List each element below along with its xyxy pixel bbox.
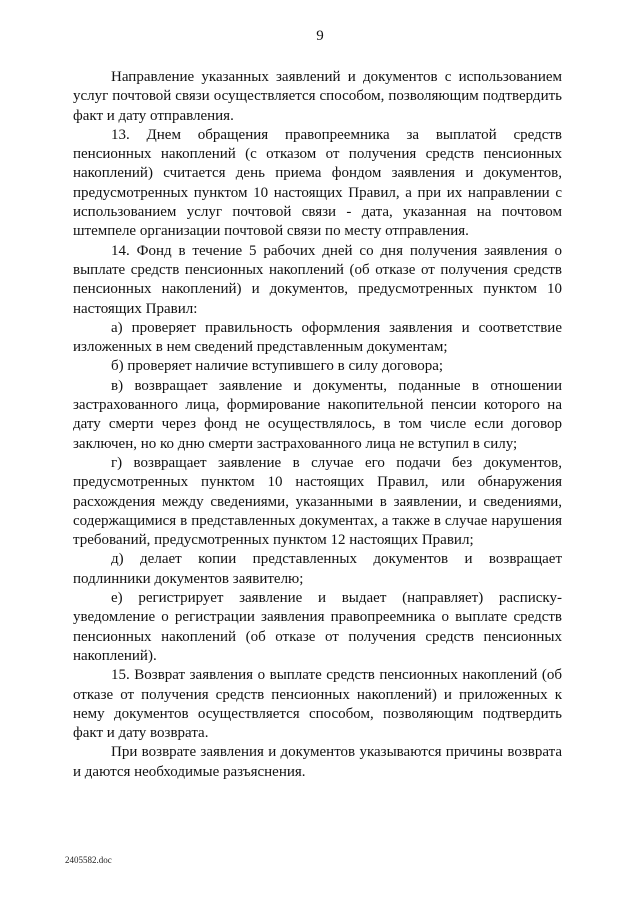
file-name-footer: 2405582.doc	[65, 855, 112, 865]
document-body	[73, 68, 562, 782]
paragraph-14-b: б) проверяет наличие вступившего в силу договора;	[111, 358, 444, 375]
paragraph-14-v: в) возвращает заявление и документы, поданные в отношении застрахованного лица, формирование накопительной пенсии которого на дату смерти через фонд не осуществлялось, в том числе если договор заключен, но ко дню смерти застрахованного лица не вступил в силу;	[73, 377, 562, 452]
paragraph-14-a: а) проверяет правильность оформления заявления и соответствие изложенных в нем сведений представленным документам;	[73, 319, 562, 356]
page-number: 9	[316, 28, 324, 44]
paragraph-14-g: г) возвращает заявление в случае его подачи без документов, предусмотренных пунктом 10 настоящих Правил, или обнаружения расхождения между сведениями, указанными в заявлении, и сведениями, содержащимися в представленных документах, а также в случае нарушения требований, предусмотренных пунктом 12 настоящих Правил;	[73, 454, 562, 549]
paragraph-return-reasons: При возврате заявления и документов указываются причины возврата и даются необходимые разъяснения.	[73, 744, 562, 780]
paragraph-14-d: д) делает копии представленных документов и возвращает подлинники документов заявителю;	[73, 551, 562, 587]
paragraph-14: 14. Фонд в течение 5 рабочих дней со дня получения заявления о выплате средств пенсионных накоплений (об отказе от получения средств пенсионных накоплений) и документов, предусмотренных пунктом 10 настоящих Правил:	[73, 242, 562, 317]
paragraph-15: 15. Возврат заявления о выплате средств пенсионных накоплений (об отказе от получения средств пенсионных накоплений) и приложенных к нему документов осуществляется способом, позволяющим подтвердить факт и дату возврата.	[73, 667, 562, 742]
paragraph-postal-delivery: Направление указанных заявлений и документов с использованием услуг почтовой связи осуществляется способом, позволяющим подтвердить факт и дату отправления.	[73, 69, 562, 124]
paragraph-14-e: е) регистрирует заявление и выдает (направляет) расписку-уведомление о регистрации заявления правопреемника о выплате средств пенсионных накоплений (об отказе от получения средств пенсионных накоплений).	[73, 590, 562, 664]
paragraph-13: 13. Днем обращения правопреемника за выплатой средств пенсионных накоплений (с отказом от получения средств пенсионных накоплений) считается день приема фондом заявления и документов, предусмотренных пунктом 10 настоящих Правил, а при их направлении с использованием услуг почтовой связи - дата, указанная на почтовом штемпеле организации почтовой связи по месту отправления.	[73, 126, 562, 240]
